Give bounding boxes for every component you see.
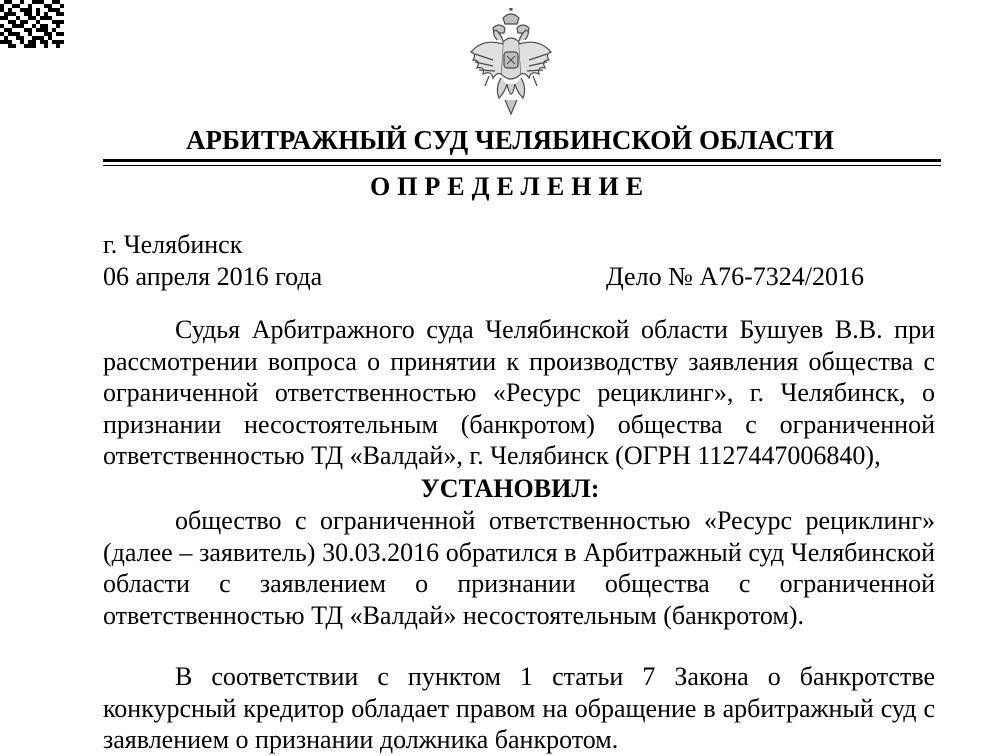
document-date: 06 апреля 2016 года [103,262,323,291]
header-divider-thick [103,159,941,162]
header-divider-thin [103,165,941,166]
paragraph-law: В соответствии с пунктом 1 статьи 7 Закона о банкротстве конкурсный кредитор обладает правом на обращение в арбитражный суд с заявлением о признании должника банкротом. [103,662,935,754]
case-number: Дело № А76-7324/2016 [606,262,865,291]
paragraph-claim: общество с ограниченной ответственностью «Ресурс рециклинг» (далее – заявитель) 30.03.2016 обратился в Арбитражный суд Челябинской области с заявлением о признании общества с ограниченной ответственностью ТД «Валдай» несостоятельным (банкротом). [103,506,935,630]
court-title: АРБИТРАЖНЫЙ СУД ЧЕЛЯБИНСКОЙ ОБЛАСТИ [186,125,834,155]
russian-coat-of-arms-icon [463,8,559,118]
established-heading: УСТАНОВИЛ: [420,474,600,503]
paragraph-intro: Судья Арбитражного суда Челябинской области Бушуев В.В. при рассмотрении вопроса о принятии к производству заявления общества с ограниченной ответственностью «Ресурс рециклинг», г. Челябинск, о признании несостоятельным (банкротом) общества с ограниченной ответственностью ТД «Валдай», г. Челябинск (ОГРН 1127447006840), [103,315,935,470]
document-city: г. Челябинск [103,230,243,259]
qr-code-icon [0,0,64,48]
document-type: ОПРЕДЕЛЕНИЕ [369,172,651,201]
